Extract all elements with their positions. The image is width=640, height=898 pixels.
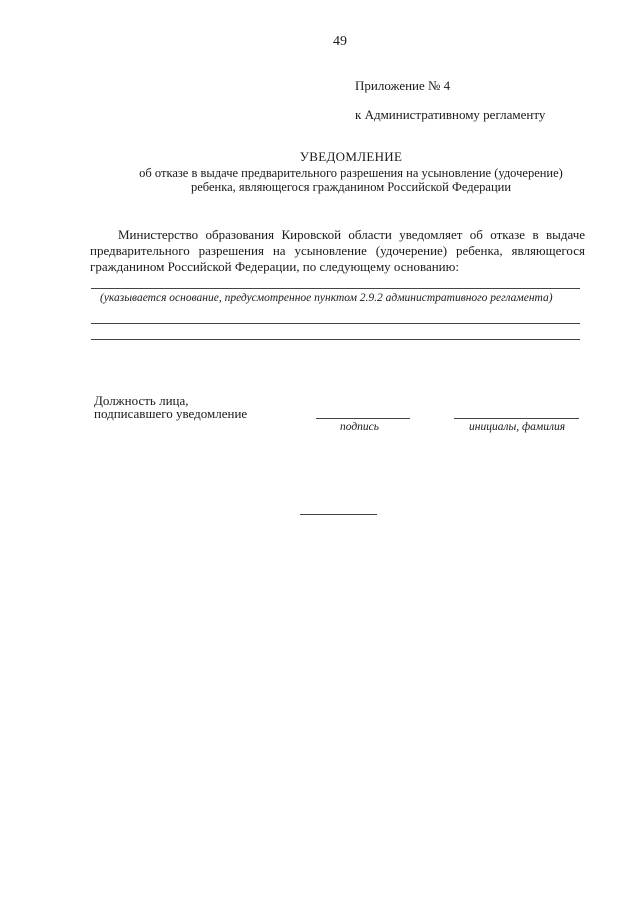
signatory-position-line-1: Должность лица,	[94, 393, 189, 408]
appendix-number: Приложение № 4	[355, 78, 451, 93]
name-fill-line	[454, 418, 579, 419]
signature-fill-line	[316, 418, 410, 419]
end-of-document-rule	[300, 514, 377, 515]
page-number: 49	[333, 34, 347, 49]
body-text-line-3: гражданином Российской Федерации, по следующему основанию:	[90, 259, 459, 274]
body-text-line-2: предварительного разрешения на усыновление (удочерение) ребенка, являющегося	[90, 243, 585, 258]
body-text-line-1: Министерство образования Кировской области уведомляет об отказе в выдаче	[118, 227, 585, 242]
appendix-reference: к Административному регламенту	[355, 107, 546, 122]
notice-subtitle-line-1: об отказе в выдаче предварительного разрешения на усыновление (удочерение)	[139, 166, 563, 180]
basis-fill-line-1	[91, 288, 580, 289]
notice-subtitle-line-2: ребенка, являющегося гражданином Российской Федерации	[190, 180, 512, 194]
basis-fill-line-3	[91, 339, 580, 340]
signature-caption: подпись	[340, 421, 380, 433]
notice-title: УВЕДОМЛЕНИЕ	[299, 149, 403, 164]
basis-fill-line-2	[91, 323, 580, 324]
signatory-position-line-2: подписавшего уведомление	[94, 406, 248, 421]
basis-hint: (указывается основание, предусмотренное пунктом 2.9.2 административного регламента)	[100, 292, 553, 304]
name-caption: инициалы, фамилия	[469, 421, 566, 433]
